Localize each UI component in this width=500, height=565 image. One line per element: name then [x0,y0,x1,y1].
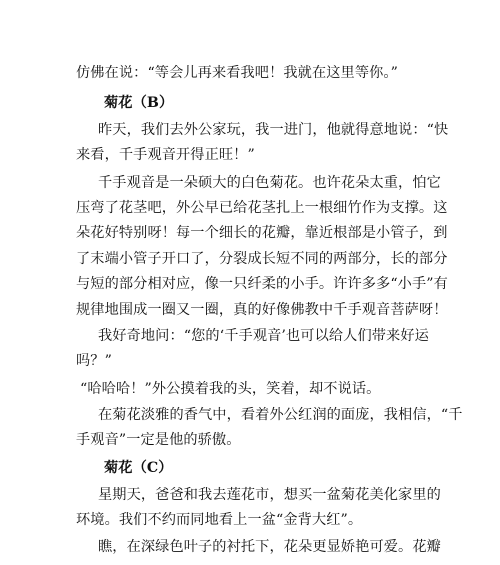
text-line-18: 环境。我们不约而同地看上一盆“金背大红”。 [76,512,363,528]
text-line-13: “哈哈哈！”外公摸着我的头，笑着，却不说话。 [80,381,381,397]
text-line-3: 昨天，我们去外公家玩，我一进门，他就得意地说：“快 [98,122,449,138]
text-line-9: 与短的部分相对应，像一只纤柔的小手。许许多多“小手”有 [76,276,448,292]
text-line-1: 仿佛在说：“等会儿再来看我吧！我就在这里等你。” [76,65,398,81]
text-line-10: 规律地围成一圈又一圈，真的好像佛教中千手观音菩萨呀！ [76,302,448,318]
text-line-14: 在菊花淡雅的香气中，看着外公红润的面庞，我相信，“千 [98,407,463,423]
section-heading-b: 菊花（B） [104,95,174,111]
text-line-12: 吗？” [76,353,112,369]
text-line-19: 瞧，在深绿色叶子的衬托下，花朵更显娇艳可爱。花瓣 [98,539,441,555]
text-line-6: 压弯了花茎吧，外公早已给花茎扎上一根细竹作为支撑。这 [76,200,448,216]
text-line-8: 了末端小管子开口了，分裂成长短不同的两部分，长的部分 [76,251,448,267]
text-line-15: 手观音”一定是他的骄傲。 [76,432,241,448]
text-line-11: 我好奇地问：“您的‘千手观音’也可以给人们带来好运 [98,328,429,344]
text-line-5: 千手观音是一朵硕大的白色菊花。也许花朵太重，怕它 [98,175,441,191]
text-line-4: 来看，千手观音开得正旺！” [76,147,255,163]
section-heading-c: 菊花（C） [104,460,173,476]
text-line-17: 星期天，爸爸和我去莲花市，想买一盆菊花美化家里的 [98,487,441,503]
text-line-7: 朵花好特别呀！每一个细长的花瓣，靠近根部是小管子，到 [76,225,448,241]
